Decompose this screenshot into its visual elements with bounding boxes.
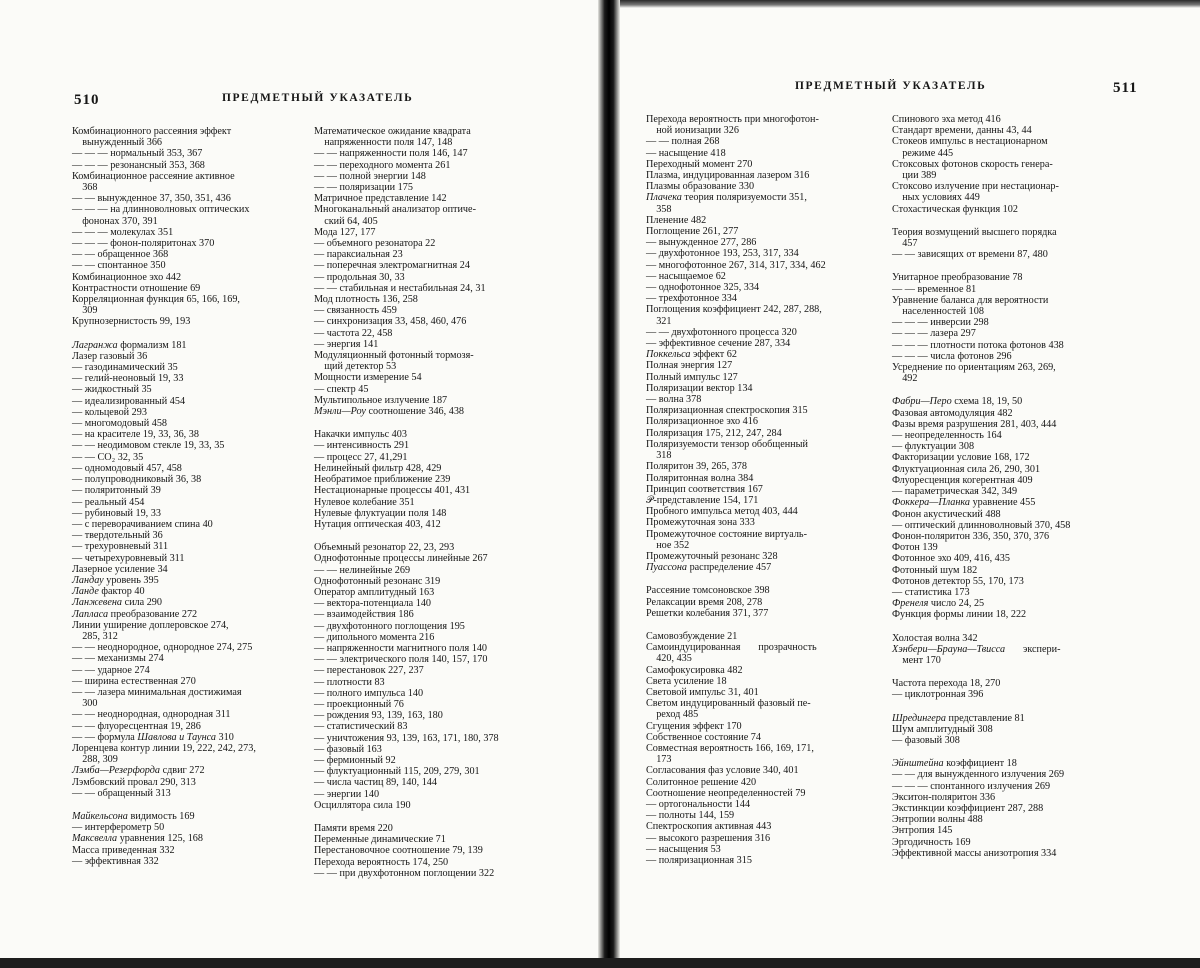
index-entry: — напряженности магнитного поля 140 <box>314 642 488 654</box>
index-entry: Нутация оптическая 403, 412 <box>314 518 441 530</box>
index-entry: Контрастности отношение 69 <box>72 282 201 294</box>
index-entry: — многомодовый 458 <box>72 418 168 430</box>
index-entry: Нулевое колебание 351 <box>314 496 415 508</box>
index-entry: — — переходного момента 261 <box>314 159 451 171</box>
index-entry: — вектора-потенциала 140 <box>314 598 432 610</box>
index-entry: — оптический длинноволновый 370, 458 <box>892 519 1071 531</box>
index-entry: — поляризационная 315 <box>646 855 752 866</box>
index-entry: Фонон акустический 488 <box>892 508 1001 520</box>
index-entry: Комбинационное эхо 442 <box>72 271 182 283</box>
index-entry: Майкельсона видимость 169 <box>72 810 195 822</box>
index-entry: — — зависящих от времени 87, 480 <box>892 249 1048 261</box>
index-entry: Спинового эха метод 416 <box>892 114 1001 125</box>
index-entry: Света усиление 18 <box>646 675 727 687</box>
index-entry: — идеализированный 454 <box>72 395 186 407</box>
index-entry: — взаимодействия 186 <box>314 609 414 621</box>
index-entry: — синхронизация 33, 458, 460, 476 <box>314 316 467 328</box>
index-entry: — — двухфотонного процесса 320 <box>646 326 797 338</box>
index-entry: Лэмбовский провал 290, 313 <box>72 776 196 788</box>
index-entry: — уничтожения 93, 139, 163, 171, 180, 378 <box>314 732 499 744</box>
index-entry: — — — числа фотонов 296 <box>892 350 1012 362</box>
index-entry: — связанность 459 <box>314 305 397 317</box>
index-entry: — — — фонон-поляритонах 370 <box>72 238 215 250</box>
index-entry: ное 352 <box>646 539 690 551</box>
index-entry: — поперечная электромагнитная 24 <box>314 260 470 272</box>
index-entry: — — обращенное 368 <box>72 249 169 261</box>
index-entry: — двухфотонного поглощения 195 <box>314 620 465 632</box>
index-entry: — полного импульса 140 <box>314 687 424 699</box>
index-entry: 457 <box>892 238 918 250</box>
index-entry: — поляритонный 39 <box>72 485 161 497</box>
index-entry: Комбинационное рассеяние активное <box>72 170 235 182</box>
index-entry: — одномодовый 457, 458 <box>72 462 182 474</box>
index-entry: Фабри—Перо схема 18, 19, 50 <box>892 396 1023 408</box>
index-entry: — высокого разрешения 316 <box>646 832 771 844</box>
index-entry: 420, 435 <box>646 653 692 665</box>
index-entry: 321 <box>646 315 672 327</box>
index-entry: Эффективной массы анизотропия 334 <box>892 847 1057 859</box>
index-entry: Комбинационного рассеяния эффект <box>72 126 232 137</box>
index-column-3 <box>646 114 878 866</box>
index-entry: — статистика 173 <box>892 586 970 598</box>
index-entry: Нелинейный фильтр 428, 429 <box>314 462 442 474</box>
index-entry: Стоксово излучение при нестационар- <box>892 181 1059 193</box>
index-entry: Стохастическая функция 102 <box>892 203 1018 215</box>
index-entry: Стокеов импульс в нестационарном <box>892 136 1048 148</box>
index-entry: 368 <box>72 182 98 194</box>
index-entry: Математическое ожидание квадрата <box>314 126 471 137</box>
index-entry: Накачки импульс 403 <box>314 429 407 441</box>
index-entry: — двухфотонное 193, 253, 317, 334 <box>646 248 799 260</box>
index-entry: Ланде фактор 40 <box>72 586 145 598</box>
index-entry: — параметрическая 342, 349 <box>892 486 1018 498</box>
index-entry: Памяти время 220 <box>314 822 393 834</box>
index-entry: — — при двухфотонном поглощении 322 <box>314 867 495 879</box>
index-entry: — частота 22, 458 <box>314 327 393 339</box>
index-entry: реход 485 <box>646 709 699 721</box>
index-entry: — спектр 45 <box>314 383 369 395</box>
index-entry: — энергии 140 <box>314 788 380 800</box>
index-entry: Пробного импульса метод 403, 444 <box>646 506 798 518</box>
index-entry: — флуктуационный 115, 209, 279, 301 <box>314 766 480 778</box>
index-entry: Пуассона распределение 457 <box>646 562 772 574</box>
index-entry: — — электрического поля 140, 157, 170 <box>314 654 488 666</box>
index-entry: — рождения 93, 139, 163, 180 <box>314 710 443 722</box>
index-entry: Шредингера представление 81 <box>892 712 1025 724</box>
index-entry: Крупнозернистость 99, 193 <box>72 316 191 328</box>
index-entry: Поляритон 39, 265, 378 <box>646 461 747 473</box>
index-entry: — ширина естественная 270 <box>72 675 196 687</box>
index-entry: 318 <box>646 450 672 462</box>
index-entry: — твердотельный 36 <box>72 530 163 542</box>
index-entry: ции 389 <box>892 170 937 182</box>
index-entry: 300 <box>72 698 98 710</box>
index-entry: Холостая волна 342 <box>892 632 978 644</box>
index-entry: — — — спонтанного излучения 269 <box>892 780 1051 792</box>
index-entry: Флуктуационная сила 26, 290, 301 <box>892 463 1041 475</box>
index-entry: Мультипольное излучение 187 <box>314 394 448 406</box>
index-entry: Сгущения эффект 170 <box>646 720 742 732</box>
index-entry: — — механизмы 274 <box>72 653 164 665</box>
index-entry: Стоксовых фотонов скорость генера- <box>892 158 1053 170</box>
index-entry: — — временное 81 <box>892 283 977 295</box>
right-page <box>620 0 1200 958</box>
index-entry: Солитонное решение 420 <box>646 776 757 788</box>
index-entry: Ландау уровень 395 <box>72 574 159 586</box>
index-entry: — плотности 83 <box>314 676 385 688</box>
index-entry: щий детектор 53 <box>314 361 397 373</box>
index-entry: — на красителе 19, 33, 36, 38 <box>72 429 199 441</box>
index-entry: напряженности поля 147, 148 <box>314 137 453 149</box>
index-entry: 309 <box>72 305 98 317</box>
index-entry: Хэнбери—Брауна—Твисса экспери- <box>892 643 1061 655</box>
index-entry: — гелий-неоновый 19, 33 <box>72 373 184 385</box>
index-entry: Полный импульс 127 <box>646 371 738 383</box>
index-entry: — — нелинейные 269 <box>314 564 411 576</box>
index-entry: — числа частиц 89, 140, 144 <box>314 777 437 789</box>
index-entry: — — полная 268 <box>646 136 720 148</box>
index-entry: — — стабильная и нестабильная 24, 31 <box>314 282 486 294</box>
index-entry: — жидкостный 35 <box>72 384 152 396</box>
index-entry: — — полной энергии 148 <box>314 170 426 182</box>
index-entry: Нулевые флуктуации поля 148 <box>314 507 447 519</box>
index-entry: Поляритонная волна 384 <box>646 472 754 484</box>
index-entry: — полупроводниковый 36, 38 <box>72 474 202 486</box>
index-entry: Принцип соответствия 167 <box>646 483 763 495</box>
index-entry: Промежуточное состояние виртуаль- <box>646 528 807 540</box>
running-title: ПРЕДМЕТНЫЙ УКАЗАТЕЛЬ <box>795 80 987 92</box>
index-entry: Промежуточная зона 333 <box>646 517 755 529</box>
index-entry: Пленение 482 <box>646 214 707 226</box>
index-entry: Релаксации время 208, 278 <box>646 596 763 608</box>
index-entry: ский 64, 405 <box>314 215 378 227</box>
index-entry: — кольцевой 293 <box>72 406 147 418</box>
index-entry: Фоккера—Планка уравнение 455 <box>892 497 1036 509</box>
index-entry: Объемный резонатор 22, 23, 293 <box>314 542 455 554</box>
index-entry: Масса приведенная 332 <box>72 844 175 856</box>
index-entry: Френеля число 24, 25 <box>892 598 985 610</box>
index-entry: — насыщаемое 62 <box>646 270 726 282</box>
index-entry: 285, 312 <box>72 630 118 642</box>
index-entry: Согласования фаз условие 340, 401 <box>646 765 799 777</box>
index-entry: Самовозбуждение 21 <box>646 630 738 642</box>
index-entry: Максвелла уравнения 125, 168 <box>72 833 203 845</box>
index-entry: — — вынужденное 37, 350, 351, 436 <box>72 193 231 205</box>
index-entry: — циклотронная 396 <box>892 689 984 701</box>
index-entry: Эйнштейна коэффициент 18 <box>892 758 1017 770</box>
index-entry: — насыщение 418 <box>646 147 726 159</box>
index-entry: Фотон 139 <box>892 542 938 554</box>
index-entry: Многоканальный анализатор оптиче- <box>314 204 476 216</box>
index-entry: 358 <box>646 203 672 215</box>
index-entry: Мэнли—Роу соотношение 346, 438 <box>314 406 465 418</box>
index-entry: Перестановочное соотношение 79, 139 <box>314 845 483 857</box>
index-entry: Мода 127, 177 <box>314 226 376 238</box>
index-entry: Флуоресценция когерентная 409 <box>892 474 1033 486</box>
index-entry: Переменные динамические 71 <box>314 834 446 846</box>
index-entry: Эргодичность 169 <box>892 836 971 848</box>
index-entry: — интенсивность 291 <box>314 440 410 452</box>
index-entry: Лоренцева контур линии 19, 222, 242, 273, <box>72 742 256 754</box>
index-entry: Шум амплитудный 308 <box>892 723 993 735</box>
index-entry: — статистический 83 <box>314 721 408 733</box>
index-entry: Модуляционный фотонный тормозя- <box>314 350 474 362</box>
index-entry: Лазерное усиление 34 <box>72 563 168 575</box>
index-entry: — параксиальная 23 <box>314 249 403 261</box>
index-entry: Соотношение неопределенностей 79 <box>646 787 806 799</box>
index-entry: Фазы время разрушения 281, 403, 444 <box>892 418 1057 430</box>
index-entry: Однофотонные процессы линейные 267 <box>314 553 488 565</box>
index-entry: — — для вынужденного излучения 269 <box>892 769 1065 781</box>
index-entry: Фотонный шум 182 <box>892 564 978 576</box>
index-entry: — перестановок 227, 237 <box>314 665 424 677</box>
index-entry: — однофотонное 325, 334 <box>646 282 760 294</box>
index-entry: Стандарт времени, данны 43, 44 <box>892 125 1032 137</box>
index-entry: Матричное представление 142 <box>314 193 447 205</box>
index-entry: Плачека теория поляризуемости 351, <box>646 192 807 204</box>
index-entry: населенностей 108 <box>892 306 984 318</box>
book-gutter <box>598 0 620 968</box>
index-entry: Фазовая автомодуляция 482 <box>892 407 1013 419</box>
index-entry: — многофотонное 267, 314, 317, 334, 462 <box>646 259 826 271</box>
index-entry: Поляризация 175, 212, 247, 284 <box>646 427 782 439</box>
index-entry: — проекционный 76 <box>314 698 404 710</box>
index-entry: Фотонное эхо 409, 416, 435 <box>892 553 1010 565</box>
index-entry: — — — на длинноволновых оптических <box>72 204 250 216</box>
index-entry: Фонон-поляритон 336, 350, 370, 376 <box>892 530 1050 542</box>
index-entry: Поляризуемости тензор обобщенный <box>646 438 808 450</box>
index-entry: Собственное состояние 74 <box>646 731 761 743</box>
index-entry: Теория возмущений высшего порядка <box>892 226 1057 238</box>
index-entry: — фазовый 308 <box>892 734 960 746</box>
index-entry: Однофотонный резонанс 319 <box>314 575 441 587</box>
index-entry: — энергия 141 <box>314 338 379 350</box>
index-entry: Плазма, индуцированная лазером 316 <box>646 170 810 182</box>
index-entry: Экстинкции коэффициент 287, 288 <box>892 802 1044 814</box>
index-entry: — полноты 144, 159 <box>646 810 735 822</box>
index-entry: — процесс 27, 41,291 <box>314 451 408 463</box>
index-entry: — — неоднородная, однородная 311 <box>72 709 231 721</box>
index-entry: — трехфотонное 334 <box>646 293 737 305</box>
index-entry: — неопределенность 164 <box>892 430 1002 442</box>
index-entry: — фермионный 92 <box>314 754 396 766</box>
index-entry: Поляризационная спектроскопия 315 <box>646 405 808 417</box>
index-entry: Самоиндуцированная прозрачность <box>646 642 817 654</box>
index-entry: — ортогональности 144 <box>646 798 751 810</box>
index-entry: Светом индуцированный фазовый пе- <box>646 698 811 710</box>
index-entry: 492 <box>892 373 918 385</box>
index-entry: Уравнение баланса для вероятности <box>892 294 1049 306</box>
index-entry: вынужденный 366 <box>72 137 163 149</box>
index-entry: Энтропия 145 <box>892 825 953 837</box>
index-entry: — с переворачиванием спина 40 <box>72 518 213 530</box>
index-entry: Лапласа преобразование 272 <box>72 608 198 620</box>
page-number: 511 <box>1113 80 1138 96</box>
index-entry: Оператор амплитудный 163 <box>314 586 435 598</box>
index-entry: Световой импульс 31, 401 <box>646 686 759 698</box>
index-entry: Нестационарные процессы 401, 431 <box>314 485 471 497</box>
index-entry: Частота перехода 18, 270 <box>892 678 1001 690</box>
index-entry: Самофокусировка 482 <box>646 664 743 676</box>
index-entry: — — флуоресцентная 19, 286 <box>72 720 201 732</box>
index-entry: — рубиновый 19, 33 <box>72 507 161 519</box>
index-entry: Энтропии волны 488 <box>892 814 983 826</box>
index-entry: Поглощения коэффициент 242, 287, 288, <box>646 304 822 316</box>
index-entry: — реальный 454 <box>72 496 145 508</box>
index-entry: — объемного резонатора 22 <box>314 238 436 250</box>
index-entry: Поляризационное эхо 416 <box>646 416 758 428</box>
index-entry: — — — резонансный 353, 368 <box>72 159 205 171</box>
index-entry: Ланжевена сила 290 <box>72 597 162 609</box>
scan-edge-bottom <box>0 958 1200 968</box>
index-entry: Решетки колебания 371, 377 <box>646 607 769 619</box>
index-entry: — эффективная 332 <box>72 855 159 867</box>
index-entry: — трехуровневый 311 <box>72 541 169 553</box>
index-entry: Экситон-поляритон 336 <box>892 791 996 803</box>
index-entry: Фотонов детектор 55, 170, 173 <box>892 575 1024 587</box>
index-entry: — продольная 30, 33 <box>314 271 405 283</box>
index-entry: ной ионизации 326 <box>646 125 739 137</box>
index-column-2 <box>314 126 546 879</box>
running-title: ПРЕДМЕТНЫЙ УКАЗАТЕЛЬ <box>222 92 414 104</box>
index-entry: 𝒫-представление 154, 171 <box>646 494 759 506</box>
index-entry: — — спонтанное 350 <box>72 260 166 272</box>
index-entry: 288, 309 <box>72 754 118 766</box>
index-entry: — — формула Шавлова и Таунса 310 <box>72 731 234 743</box>
index-entry: Лазер газовый 36 <box>72 350 148 362</box>
index-entry: Поляризации вектор 134 <box>646 382 753 394</box>
index-entry: — газодинамический 35 <box>72 362 178 374</box>
index-entry: — фазовый 163 <box>314 743 382 755</box>
index-entry: — — неодимовом стекле 19, 33, 35 <box>72 440 225 452</box>
index-entry: Осциллятора сила 190 <box>314 799 411 811</box>
index-entry: — — лазера минимальная достижимая <box>72 686 242 698</box>
index-entry: Лагранжа формализм 181 <box>72 339 187 351</box>
index-entry: — флуктуации 308 <box>892 441 975 453</box>
index-entry: режиме 445 <box>892 147 954 159</box>
index-entry: Лэмба—Резерфорда сдвиг 272 <box>72 765 205 777</box>
index-entry: — вынужденное 277, 286 <box>646 237 757 249</box>
index-entry: — насыщения 53 <box>646 843 721 855</box>
index-entry: — — ударное 274 <box>72 664 150 676</box>
index-entry: — — CO₂ 32, 35 <box>72 451 144 463</box>
index-column-4 <box>892 114 1120 859</box>
index-column-1 <box>72 126 300 867</box>
index-entry: — — обращенный 313 <box>72 787 171 799</box>
index-entry: — — — плотности потока фотонов 438 <box>892 339 1064 351</box>
index-entry: Мод плотность 136, 258 <box>314 294 418 306</box>
index-entry: — — — нормальный 353, 367 <box>72 148 203 160</box>
index-entry: ных условиях 449 <box>892 192 980 204</box>
index-entry: 173 <box>646 754 672 766</box>
index-entry: Поккельса эффект 62 <box>646 349 737 361</box>
index-entry: Линии уширение доплеровское 274, <box>72 619 229 631</box>
index-entry: Необратимое приближение 239 <box>314 474 451 486</box>
index-entry: Плазмы образование 330 <box>646 181 755 193</box>
index-entry: Перехода вероятность при многофотон- <box>646 114 819 125</box>
index-entry: Унитарное преобразование 78 <box>892 272 1023 284</box>
index-entry: Переходный момент 270 <box>646 158 753 170</box>
index-entry: — — поляризации 175 <box>314 182 413 194</box>
index-entry: Корреляционная функция 65, 166, 169, <box>72 294 240 306</box>
index-entry: Функция формы линии 18, 222 <box>892 609 1027 621</box>
index-entry: — эффективное сечение 287, 334 <box>646 338 791 350</box>
index-entry: — интерферометр 50 <box>72 822 165 834</box>
index-entry: — — — инверсии 298 <box>892 317 989 329</box>
page-number: 510 <box>74 92 100 108</box>
index-entry: мент 170 <box>892 654 941 666</box>
index-entry: Совместная вероятность 166, 169, 171, <box>646 742 814 754</box>
index-entry: Рассеяние томсоновское 398 <box>646 585 770 597</box>
index-entry: Промежуточный резонанс 328 <box>646 550 778 562</box>
index-entry: — волна 378 <box>646 394 702 406</box>
index-entry: — — — лазера 297 <box>892 328 976 340</box>
index-entry: Факторизации условие 168, 172 <box>892 452 1030 464</box>
index-entry: — четырехуровневый 311 <box>72 552 185 564</box>
index-entry: Мощности измерение 54 <box>314 372 422 384</box>
index-entry: — дипольного момента 216 <box>314 631 435 643</box>
index-entry: — — — молекулах 351 <box>72 226 174 238</box>
index-entry: — — неоднородное, однородное 274, 275 <box>72 642 253 654</box>
index-entry: фононах 370, 391 <box>72 215 158 227</box>
index-entry: Усреднение по ориентациям 263, 269, <box>892 362 1056 374</box>
index-entry: Поглощение 261, 277 <box>646 226 739 238</box>
left-page <box>0 0 598 958</box>
index-entry: — — напряженности поля 146, 147 <box>314 148 468 160</box>
index-entry: Перехода вероятность 174, 250 <box>314 856 449 868</box>
index-entry: Спектроскопия активная 443 <box>646 821 772 833</box>
index-entry: Полная энергия 127 <box>646 360 733 372</box>
